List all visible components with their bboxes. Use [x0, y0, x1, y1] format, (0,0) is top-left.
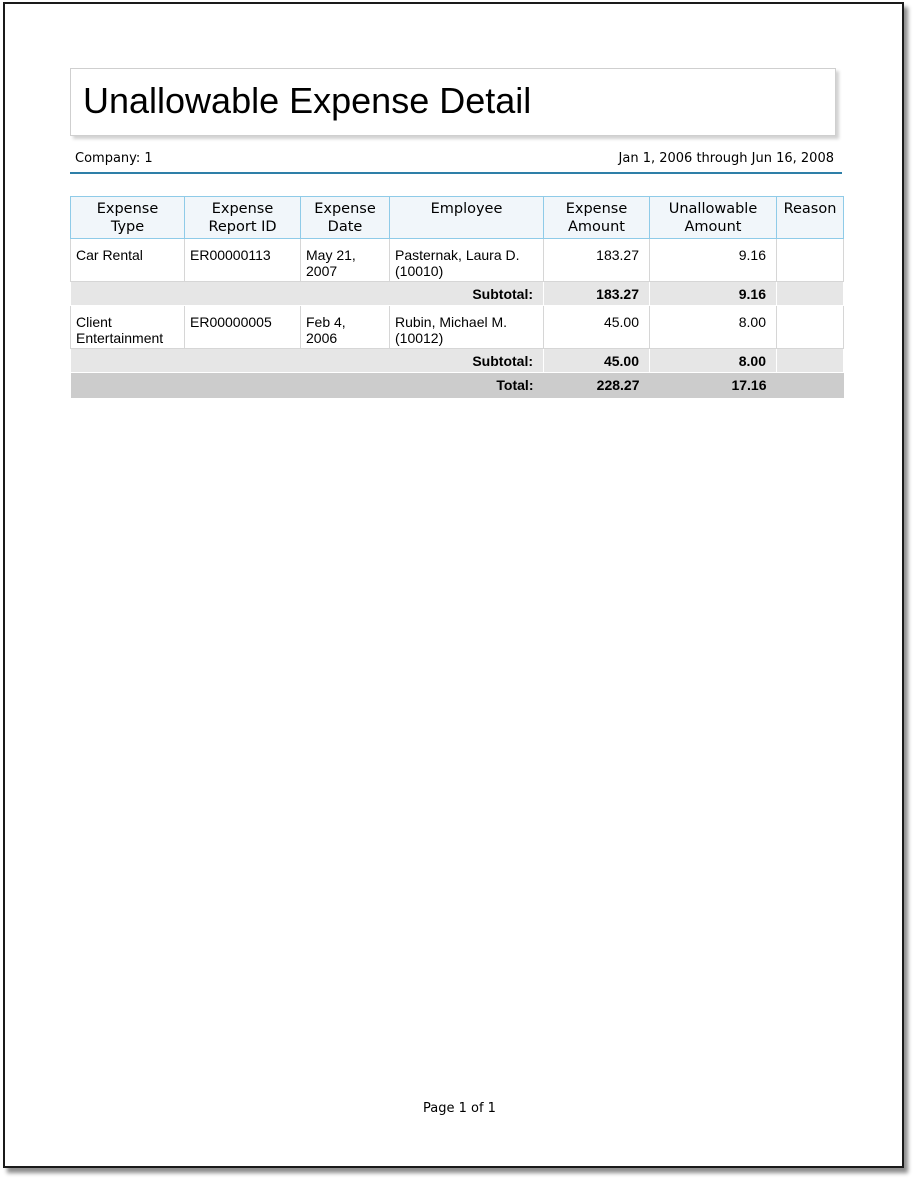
total-expense-amount: 228.27 — [544, 373, 650, 398]
expense-table — [70, 196, 844, 398]
table-row — [71, 239, 844, 282]
cell-expense-date: May 21, 2007 — [301, 239, 390, 282]
col-header-report-id: Expense Report ID — [185, 197, 301, 239]
cell-reason — [777, 239, 844, 282]
col-header-expense-type: Expense Type — [71, 197, 185, 239]
col-header-reason: Reason — [777, 197, 844, 239]
subtotal-label: Subtotal: — [71, 349, 544, 373]
subtotal-reason — [777, 282, 844, 306]
total-reason — [777, 373, 844, 398]
total-unallowable-amount: 17.16 — [650, 373, 777, 398]
cell-report-id: ER00000005 — [185, 306, 301, 349]
table-row — [71, 306, 844, 349]
col-header-unallowable-amount: Unallowable Amount — [650, 197, 777, 239]
cell-expense-amount: 183.27 — [544, 239, 650, 282]
page-number: Page 1 of 1 — [423, 1101, 496, 1116]
cell-reason — [777, 306, 844, 349]
report-title: Unallowable Expense Detail — [83, 80, 532, 121]
report-page — [3, 2, 904, 1168]
total-label: Total: — [71, 373, 544, 398]
subtotal-expense-amount: 45.00 — [544, 349, 650, 373]
cell-employee: Pasternak, Laura D. (10010) — [390, 239, 544, 282]
subtotal-label: Subtotal: — [71, 282, 544, 306]
subtotal-unallowable-amount: 8.00 — [650, 349, 777, 373]
subtotal-unallowable-amount: 9.16 — [650, 282, 777, 306]
date-range: Jan 1, 2006 through Jun 16, 2008 — [618, 151, 834, 166]
company-label: Company: 1 — [75, 151, 153, 166]
total-row — [71, 373, 844, 398]
subtotal-row — [71, 282, 844, 306]
cell-expense-type: Car Rental — [71, 239, 185, 282]
cell-expense-type: Client Entertainment — [71, 306, 185, 349]
table-header-row — [71, 197, 844, 239]
col-header-expense-amount: Expense Amount — [544, 197, 650, 239]
cell-expense-date: Feb 4, 2006 — [301, 306, 390, 349]
header-divider — [70, 172, 842, 174]
cell-expense-amount: 45.00 — [544, 306, 650, 349]
cell-unallowable-amount: 9.16 — [650, 239, 777, 282]
subtotal-row — [71, 349, 844, 373]
cell-employee: Rubin, Michael M. (10012) — [390, 306, 544, 349]
subtotal-reason — [777, 349, 844, 373]
title-box — [70, 68, 836, 136]
cell-report-id: ER00000113 — [185, 239, 301, 282]
subtotal-expense-amount: 183.27 — [544, 282, 650, 306]
col-header-expense-date: Expense Date — [301, 197, 390, 239]
col-header-employee: Employee — [390, 197, 544, 239]
cell-unallowable-amount: 8.00 — [650, 306, 777, 349]
